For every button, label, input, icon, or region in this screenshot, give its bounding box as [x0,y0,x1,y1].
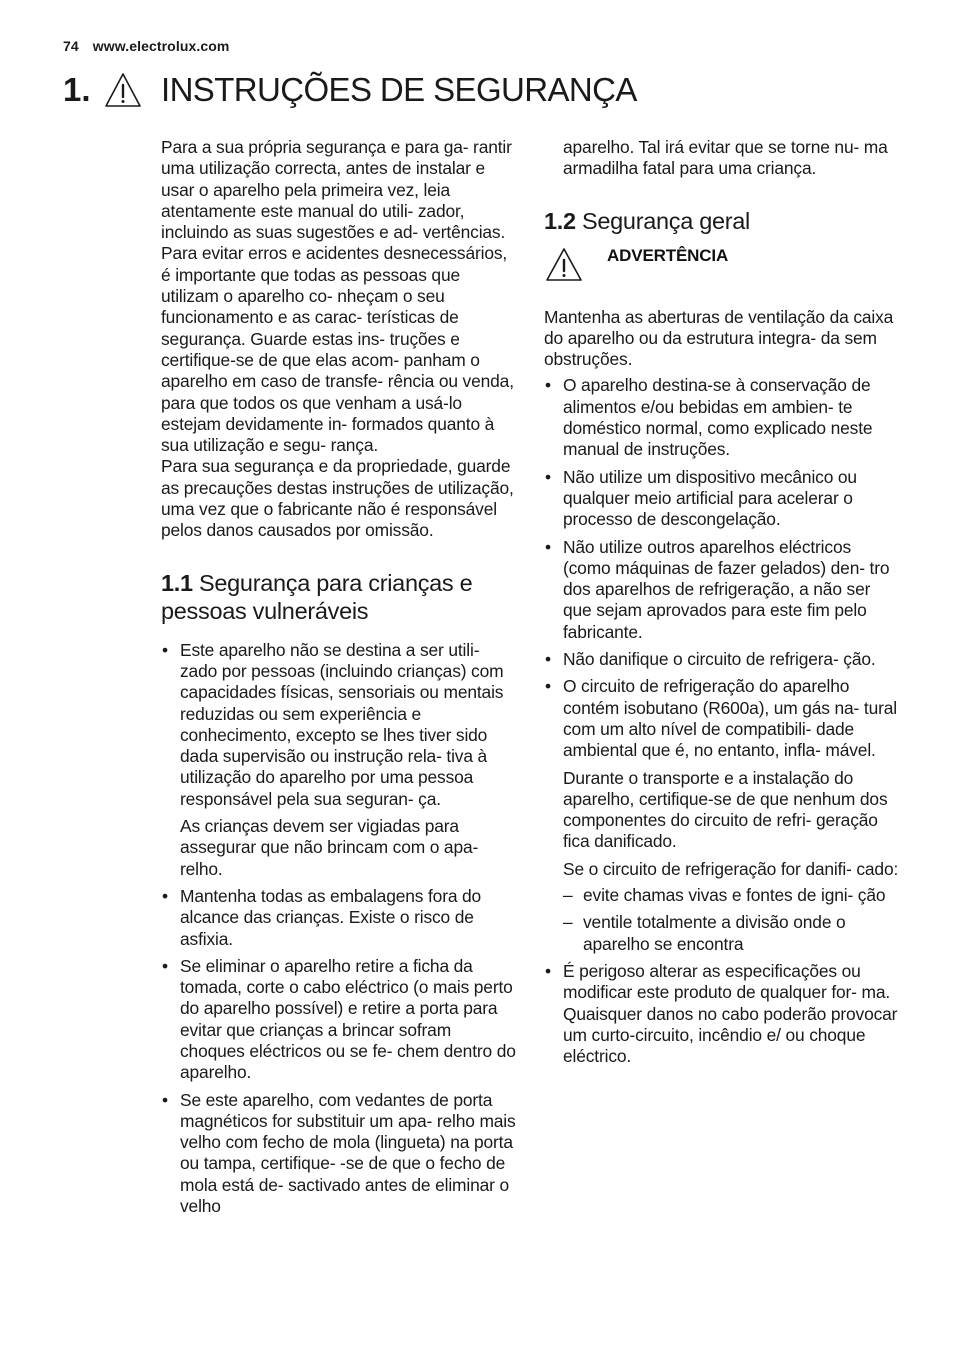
warning-triangle-icon [103,71,143,109]
section-title: Segurança para crianças e pessoas vulneráveis [161,569,473,624]
list-item [161,956,516,1084]
general-safety-intro: Mantenha as aberturas de ventilação da caixa do aparelho ou da estrutura integra- da sem obstruções. [544,306,894,370]
section-title: Segurança geral [582,207,750,234]
list-item [544,649,899,670]
general-safety-list [544,375,899,1067]
intro-paragraph-1: Para a sua própria segurança e para ga- rantir uma utilização correcta, antes de instalar e usar o aparelho pela primeira vez, leia atentamente este manual do utili- zador, incluindo as suas sugestões e ad- vertências. Para evitar erros e acidentes desnecessários, é importante que todas as pessoas que utilizam o aparelho co- nheçam o seu funcionamento e as carac- terísticas de segurança. Guarde estas ins- truções e certifique-se de que elas acom- panham o aparelho em caso de transfe- rência ou venda, para que todos os que venham a usá-lo estejam devidamente in- formados quanto à sua utilização e segu- rança. [161,137,514,456]
list-item [161,886,516,950]
list-item-subparagraph: As crianças devem ser vigiadas para assegurar que não brincam com o apa- relho. [180,816,479,879]
dash-item: – ventile totalmente a divisão onde o aparelho se encontra [563,912,899,955]
list-item [544,375,899,460]
warning-block [544,245,899,307]
list-item-text: • Este aparelho não se destina a ser utili- zado por pessoas (incluindo crianças) com capacidades físicas, sensoriais ou mentais reduzidas ou sem experiência e conhecimento, excepto se lhes tiver sido dada supervisão ou instrução rela- tiva à utilização do aparelho por uma pessoa responsável pela sua seguran- ça. [180,639,504,809]
list-item-text: • O circuito de refrigeração do aparelho contém isobutano (R600a), um gás na- tural com um alto nível de compatibili- dade ambiental que é, no entanto, infla- mável. [563,676,897,761]
chapter-title-text: INSTRUÇÕES DE SEGURANÇA [161,71,637,108]
list-item [544,467,899,531]
warning-label: ADVERTÊNCIA [607,245,729,265]
list-item [161,1090,516,1218]
list-item [544,676,899,955]
list-item [161,640,516,880]
left-column [161,137,516,1223]
section-number: 1.1 [161,569,193,596]
continuation-text: aparelho. Tal irá evitar que se torne nu- ma armadilha fatal para uma criança. [563,137,888,179]
list-item-text: • Não danifique o circuito de refrigera- ção. [563,649,876,670]
list-item-text: • Não utilize um dispositivo mecânico ou qualquer meio artificial para acelerar o processo de descongelação. [563,466,857,530]
children-safety-list [161,640,516,1218]
section-heading-1-2 [544,207,899,235]
list-item-text: • Não utilize outros aparelhos eléctricos (como máquinas de fazer gelados) den- tro dos aparelhos de refrigeração, a não ser que sejam aprovados para este fim pelo fabricante. [563,536,890,642]
warning-triangle-icon [544,247,584,283]
page-header [63,38,229,54]
chapter-number: 1. [63,71,91,108]
list-item-subparagraph: Durante o transporte e a instalação do aparelho, certifique-se de que nenhum dos componentes do circuito de refri- geração fica danificado. [563,767,888,852]
list-item [544,961,899,1067]
list-item-text: • Se este aparelho, com vedantes de porta magnéticos for substituir um apa- relho mais velho com fecho de mola (lingueta) na porta ou tampa, certifique- -se de que o fecho de mola está de- sactivado antes de eliminar o velho [180,1089,516,1217]
chapter-title [63,70,637,110]
section-number: 1.2 [544,207,576,234]
list-item-subparagraph: Se o circuito de refrigeração for danifi- cado: [563,858,899,879]
page-number: 74 [63,38,79,54]
dash-item: – evite chamas vivas e fontes de igni- ção [563,885,899,906]
dash-list [563,885,899,955]
list-item-text: • É perigoso alterar as especificações ou modificar este produto de qualquer for- ma. Quaisquer danos no cabo poderão provocar um curto-circuito, incêndio e/ ou choque eléctrico. [563,960,898,1067]
list-item-text: • Se eliminar o aparelho retire a ficha da tomada, corte o cabo eléctrico (o mais perto do aparelho possível) e retire a porta para evitar que crianças a brincar sofram choques eléctricos ou se fe- chem dentro do aparelho. [180,955,516,1083]
list-item-text: • Mantenha todas as embalagens fora do alcance das crianças. Existe o risco de asfixia. [180,885,482,949]
right-column [544,137,899,1073]
list-item-text: • O aparelho destina-se à conservação de alimentos e/ou bebidas em ambien- te doméstico normal, como explicado neste manual de instruções. [563,375,873,460]
intro-paragraph-2: Para sua segurança e da propriedade, guarde as precauções destas instruções de utilização, uma vez que o fabricante não é responsável pelos danos causados por omissão. [161,456,514,541]
list-item [544,537,899,643]
website-link[interactable]: www.electrolux.com [92,38,230,54]
section-heading-1-1 [161,569,516,625]
